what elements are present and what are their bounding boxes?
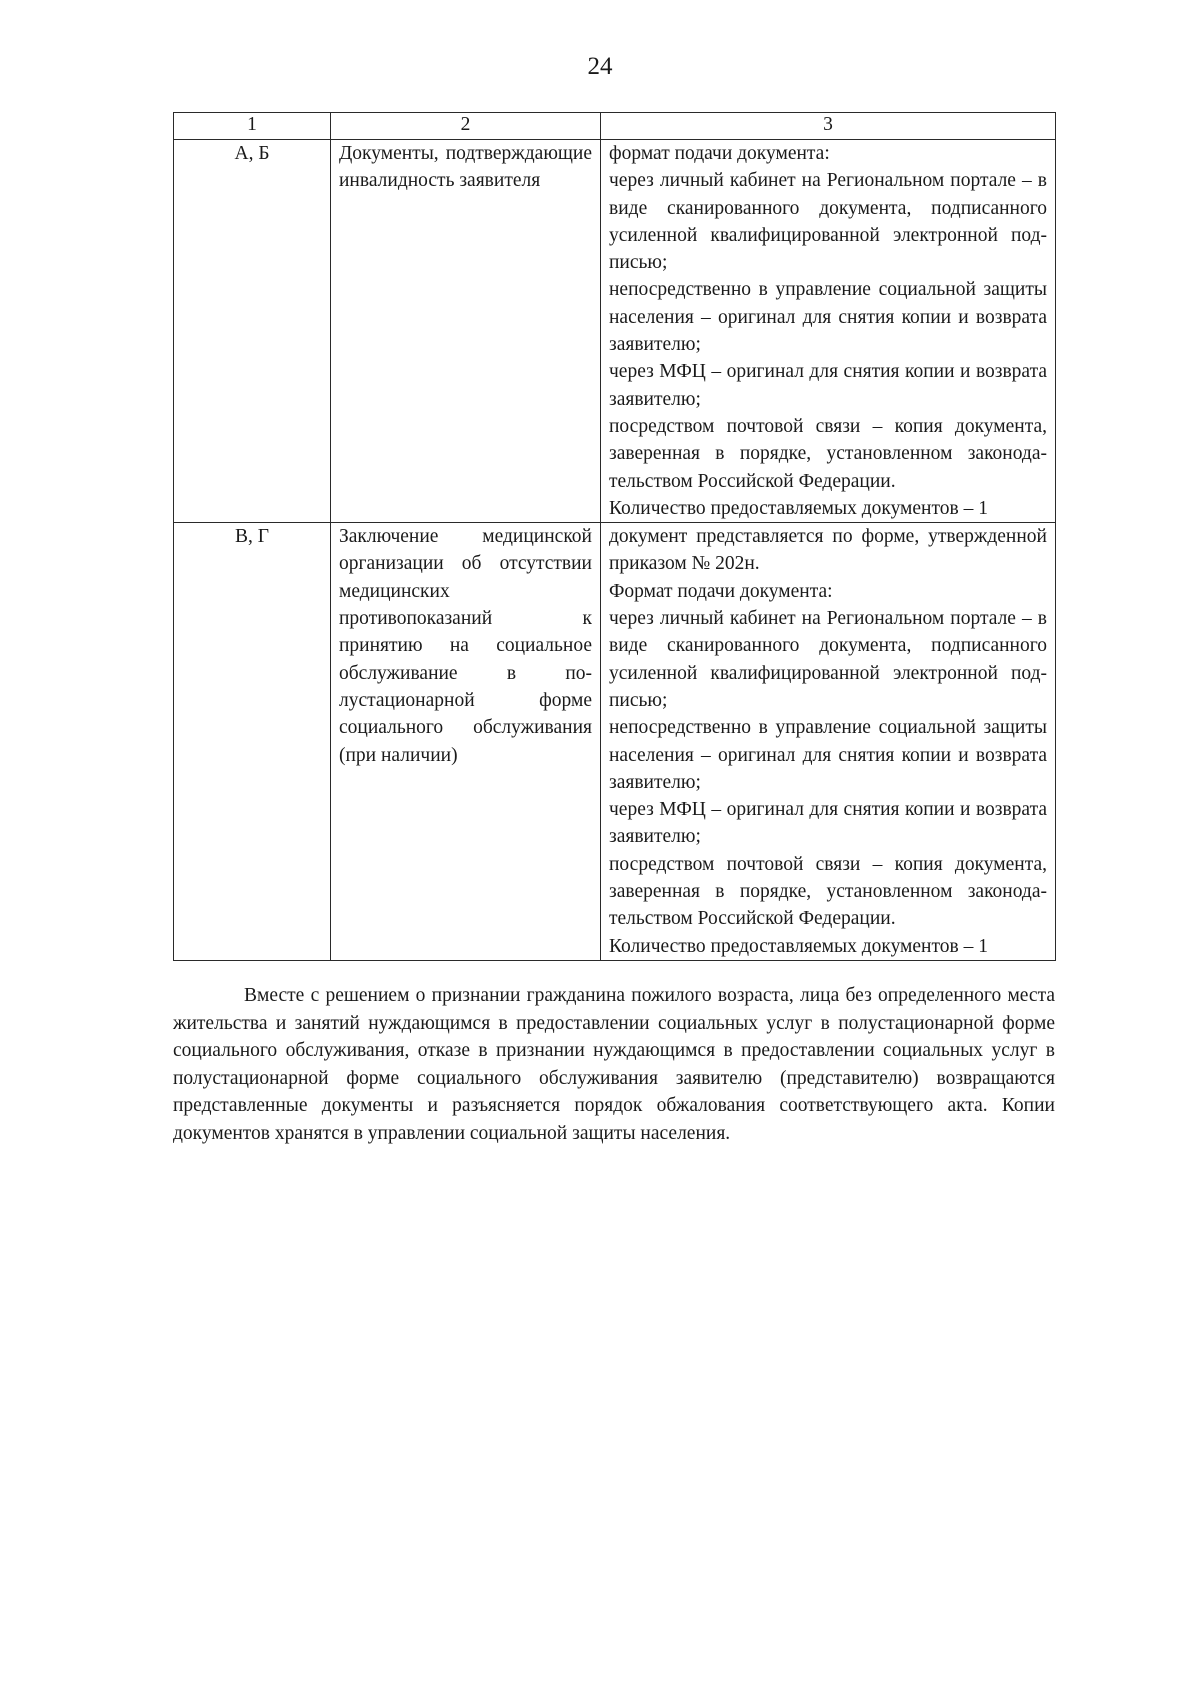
column-header-3: 3 xyxy=(601,113,1056,140)
document-count: Количество предоставляемых документов – 1 xyxy=(609,497,988,519)
document-count: Количество предоставляемых документов – 1 xyxy=(609,935,988,957)
page-number: 24 xyxy=(587,53,613,80)
requirement-line: посредством почтовой связи – копия документа, заверенная в порядке, установленном законодательством Российской Федерации. xyxy=(609,853,1047,930)
submission-requirements xyxy=(601,140,1056,523)
requirement-line: непосредственно в управление социальной защиты населения – оригинал для снятия копии и возврата заявителю; xyxy=(609,717,1047,793)
table-header-row xyxy=(174,113,1056,140)
row-code: А, Б xyxy=(174,140,331,523)
document-name: Документы, подтверждающие инвалидность заявителя xyxy=(331,140,601,523)
requirement-line: формат подачи документа: xyxy=(609,143,830,164)
documents-table xyxy=(173,112,1056,961)
requirement-line: Формат подачи документа: xyxy=(609,580,833,602)
requirement-line: посредством почтовой связи – копия документа, заверенная в порядке, установленном законодательством Российской Федерации. xyxy=(609,415,1047,492)
requirement-line: непосредственно в управление социальной защиты населения – оригинал для снятия копии и возврата заявителю; xyxy=(609,279,1047,356)
requirement-line: через МФЦ – оригинал для снятия копии и возврата заявителю; xyxy=(609,361,1047,410)
table-row xyxy=(174,140,1056,523)
submission-requirements xyxy=(601,523,1056,961)
column-header-2: 2 xyxy=(331,113,601,140)
document-name: Заключение медицинской организации об отсутствии медицинских противопоказаний к принятию на социальное обслуживание в полустационарной форме социального обслуживания (при наличии) xyxy=(331,523,601,961)
row-code: В, Г xyxy=(174,523,331,961)
closing-paragraph: Вместе с решением о признании гражданина пожилого возраста, лица без определенного места жительства и занятий нуждающимся в предоставлении социальных услуг в полустационарной форме социального обслуживания, отказе в признании нуждающимся в предоставлении социальных услуг в полустационарной форме социального обслуживания заявителю (представителю) возвращаются представленные документы и разъясняется порядок обжалования соответствующего акта. Копии документов хранятся в управлении социальной защиты населения. xyxy=(173,985,1055,1144)
table-row xyxy=(174,523,1056,961)
column-header-1: 1 xyxy=(174,113,331,140)
requirement-line: документ представляется по форме, утвержденной приказом № 202н. xyxy=(609,526,1047,575)
requirement-line: через личный кабинет на Региональном портале – в виде сканированного документа, подписанного усиленной квалифицированной электронной подписью; xyxy=(609,170,1047,274)
requirement-line: через МФЦ – оригинал для снятия копии и возврата заявителю; xyxy=(609,799,1047,848)
requirement-line: через личный кабинет на Региональном портале – в виде сканированного документа, подписанного усиленной квалифицированной электронной подписью; xyxy=(609,608,1047,711)
